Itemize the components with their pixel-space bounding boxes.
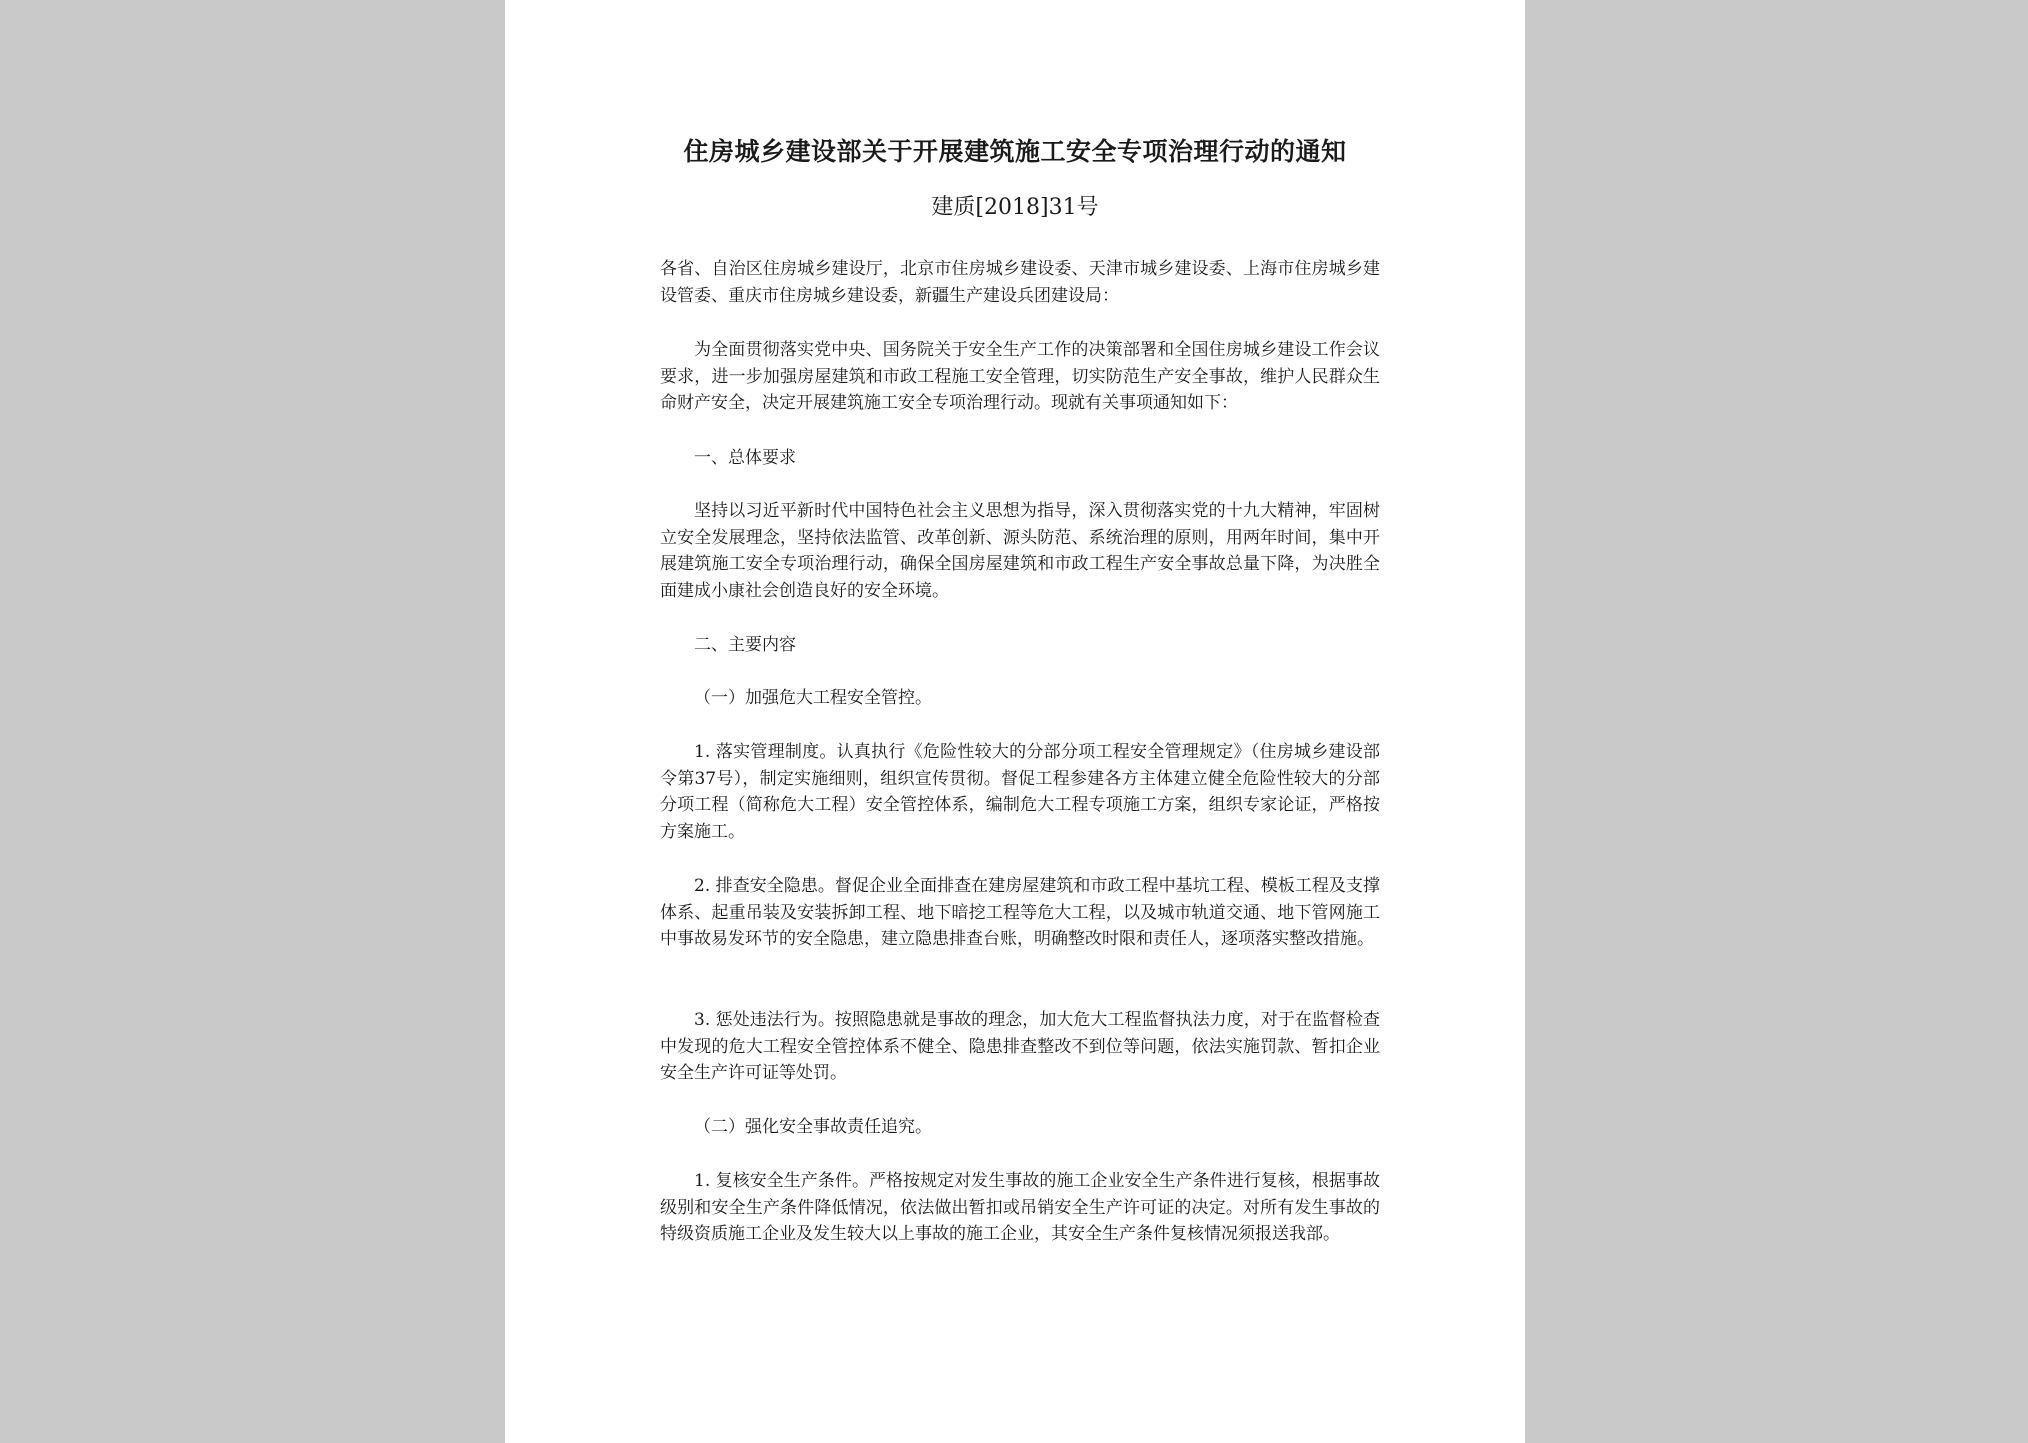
intro-paragraph: 为全面贯彻落实党中央、国务院关于安全生产工作的决策部署和全国住房城乡建设工作会议要求，进一步加强房屋建筑和市政工程施工安全管理，切实防范生产安全事故，维护人民群众生命财产安全，决定开展建筑施工安全专项治理行动。现就有关事项通知如下： bbox=[660, 340, 1380, 413]
item-paragraph-1-3: 3. 惩处违法行为。按照隐患就是事故的理念，加大危大工程监督执法力度，对于在监督检查中发现的危大工程安全管控体系不健全、隐患排查整改不到位等问题，依法实施罚款、暂扣企业安全生产许可证等处罚。 bbox=[660, 1010, 1380, 1083]
item-paragraph-1-1: 1. 落实管理制度。认真执行《危险性较大的分部分项工程安全管理规定》（住房城乡建设部令第37号），制定实施细则，组织宣传贯彻。督促工程参建各方主体建立健全危险性较大的分部分项工程（简称危大工程）安全管控体系，编制危大工程专项施工方案，组织专家论证，严格按方案施工。 bbox=[660, 742, 1380, 842]
item-paragraph-2-1: 1. 复核安全生产条件。严格按规定对发生事故的施工企业安全生产条件进行复核，根据事故级别和安全生产条件降低情况，依法做出暂扣或吊销安全生产许可证的决定。对所有发生事故的特级资质施工企业及发生较大以上事故的施工企业，其安全生产条件复核情况须报送我部。 bbox=[660, 1171, 1380, 1244]
addressee-paragraph: 各省、自治区住房城乡建设厅，北京市住房城乡建设委、天津市城乡建设委、上海市住房城乡建设管委、重庆市住房城乡建设委，新疆生产建设兵团建设局： bbox=[660, 259, 1380, 306]
subsection-heading-1: （一）加强危大工程安全管控。 bbox=[694, 688, 932, 708]
section-heading-main-content: 二、主要内容 bbox=[694, 635, 796, 655]
general-requirements-paragraph: 坚持以习近平新时代中国特色社会主义思想为指导，深入贯彻落实党的十九大精神，牢固树立安全发展理念，坚持依法监管、改革创新、源头防范、系统治理的原则，用两年时间，集中开展建筑施工安全专项治理行动，确保全国房屋建筑和市政工程生产安全事故总量下降，为决胜全面建成小康社会创造良好的安全环境。 bbox=[660, 501, 1380, 601]
item-paragraph-1-2: 2. 排查安全隐患。督促企业全面排查在建房屋建筑和市政工程中基坑工程、模板工程及支撑体系、起重吊装及安装拆卸工程、地下暗挖工程等危大工程，以及城市轨道交通、地下管网施工中事故易发环节的安全隐患，建立隐患排查台账，明确整改时限和责任人，逐项落实整改措施。 bbox=[660, 876, 1380, 949]
subsection-heading-2: （二）强化安全事故责任追究。 bbox=[694, 1117, 932, 1137]
document-page bbox=[505, 0, 1525, 1443]
document-number: 建质[2018]31号 bbox=[931, 195, 1099, 220]
section-heading-general-requirements: 一、总体要求 bbox=[694, 448, 796, 468]
document-title: 住房城乡建设部关于开展建筑施工安全专项治理行动的通知 bbox=[683, 137, 1347, 166]
